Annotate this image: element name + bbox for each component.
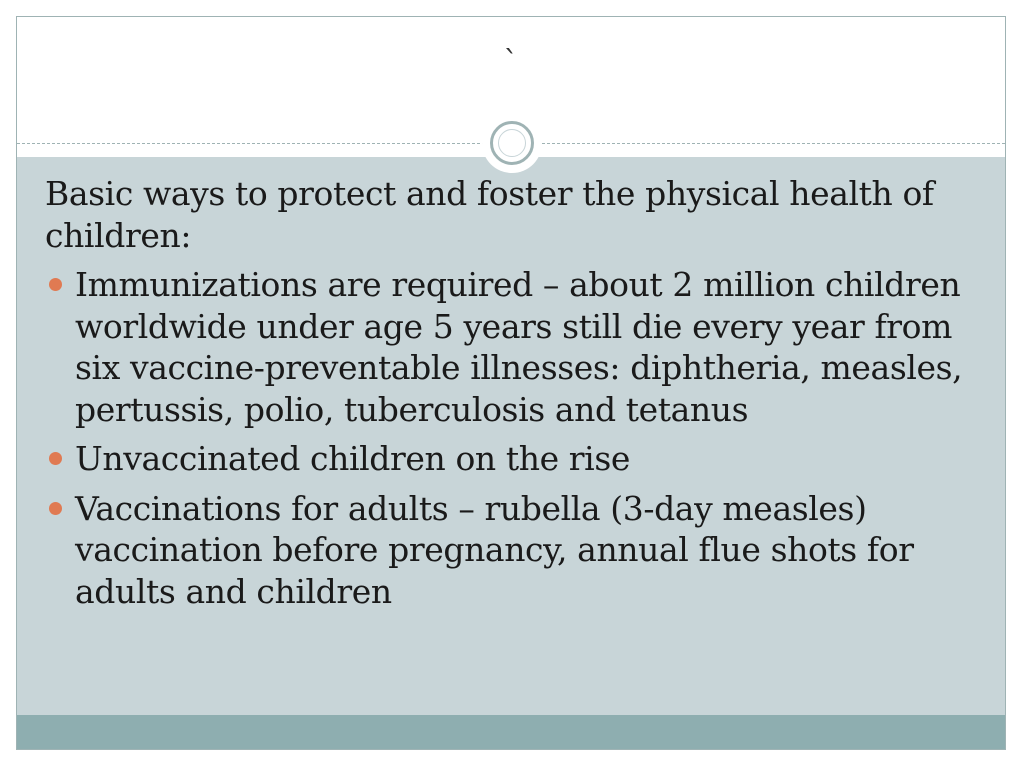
intro-text: Basic ways to protect and foster the physical health of children: (45, 174, 934, 255)
bullet-item (45, 488, 985, 613)
bullet-item (45, 438, 985, 480)
bullet-item (45, 264, 985, 430)
bullet-dot-icon (49, 502, 62, 515)
slide-body (45, 173, 985, 620)
slide (16, 16, 1006, 750)
footer-bar (17, 715, 1005, 750)
slide-title: ` (503, 45, 519, 80)
bullet-dot-icon (49, 452, 62, 465)
bullet-text: Vaccinations for adults – rubella (3-day measles) vaccination before pregnancy, annual flue shots for adults and children (75, 488, 914, 611)
bullet-text: Immunizations are required – about 2 million children worldwide under age 5 years still die every year from six vaccine-preventable illnesses: diphtheria, measles, pertussis, polio, tuberculosis and tetanus (75, 265, 963, 429)
bullet-list (45, 264, 985, 612)
bullet-dot-icon (49, 278, 62, 291)
ornament-inner-ring (498, 129, 526, 157)
ornament-ring (490, 121, 534, 165)
circle-ornament-icon (482, 113, 542, 173)
bullet-text: Unvaccinated children on the rise (75, 439, 630, 478)
